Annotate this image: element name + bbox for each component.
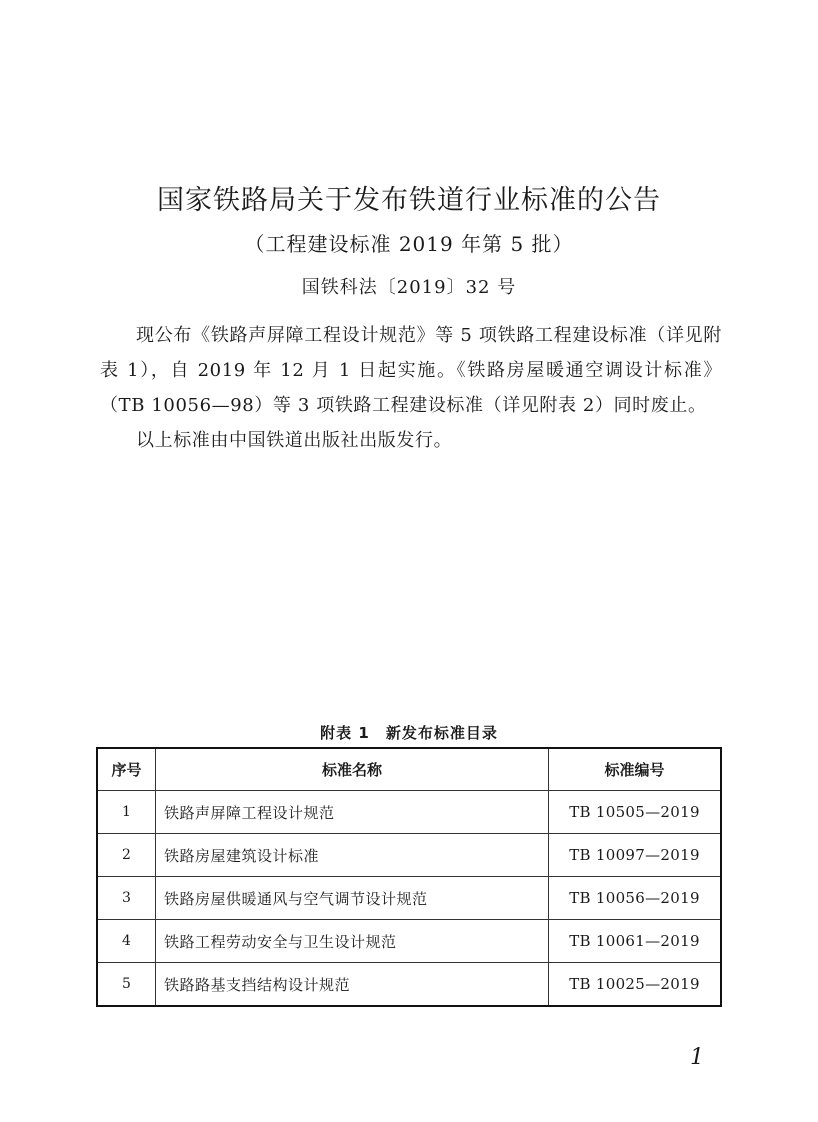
row-standard-code: TB 10097—2019 xyxy=(549,834,722,877)
row-standard-name: 铁路路基支挡结构设计规范 xyxy=(156,963,549,1007)
row-standard-name: 铁路房屋供暖通风与空气调节设计规范 xyxy=(156,877,549,920)
body-paragraph: 现公布《铁路声屏障工程设计规范》等 5 项铁路工程建设标准（详见附表 1），自 2019 年 12 月 1 日起实施。《铁路房屋暖通空调设计标准》（TB 10056—98）等 3 项铁路工程建设标准（详见附表 2）同时废止。 xyxy=(100,325,722,416)
row-standard-name: 铁路房屋建筑设计标准 xyxy=(156,834,549,877)
row-number: 2 xyxy=(97,834,156,877)
table-caption-title: 新发布标准目录 xyxy=(385,724,498,742)
table-row xyxy=(97,834,721,877)
table-row xyxy=(97,920,721,963)
table-caption-label: 附表 1 xyxy=(320,724,370,742)
row-number: 1 xyxy=(97,791,156,834)
header-name: 标准名称 xyxy=(156,748,549,791)
header-number: 序号 xyxy=(97,748,156,791)
row-standard-code: TB 10061—2019 xyxy=(549,920,722,963)
standards-table xyxy=(96,747,722,1007)
row-number: 3 xyxy=(97,877,156,920)
table-row xyxy=(97,877,721,920)
row-standard-name: 铁路声屏障工程设计规范 xyxy=(156,791,549,834)
header-code: 标准编号 xyxy=(549,748,722,791)
announcement-title: 国家铁路局关于发布铁道行业标准的公告 xyxy=(157,185,661,216)
row-number: 4 xyxy=(97,920,156,963)
row-standard-code: TB 10505—2019 xyxy=(549,791,722,834)
announcement-subtitle: （工程建设标准 2019 年第 5 批） xyxy=(244,232,574,256)
table-row xyxy=(97,963,721,1007)
document-number: 国铁科法〔2019〕32 号 xyxy=(301,277,517,298)
row-standard-name: 铁路工程劳动安全与卫生设计规范 xyxy=(156,920,549,963)
table-row xyxy=(97,791,721,834)
page-number: 1 xyxy=(690,1045,704,1070)
table-header-row xyxy=(97,748,721,791)
row-standard-code: TB 10056—2019 xyxy=(549,877,722,920)
row-number: 5 xyxy=(97,963,156,1007)
announcement-body xyxy=(100,318,722,458)
table-caption xyxy=(0,722,818,743)
row-standard-code: TB 10025—2019 xyxy=(549,963,722,1007)
body-paragraph: 以上标准由中国铁道出版社出版发行。 xyxy=(136,430,453,451)
